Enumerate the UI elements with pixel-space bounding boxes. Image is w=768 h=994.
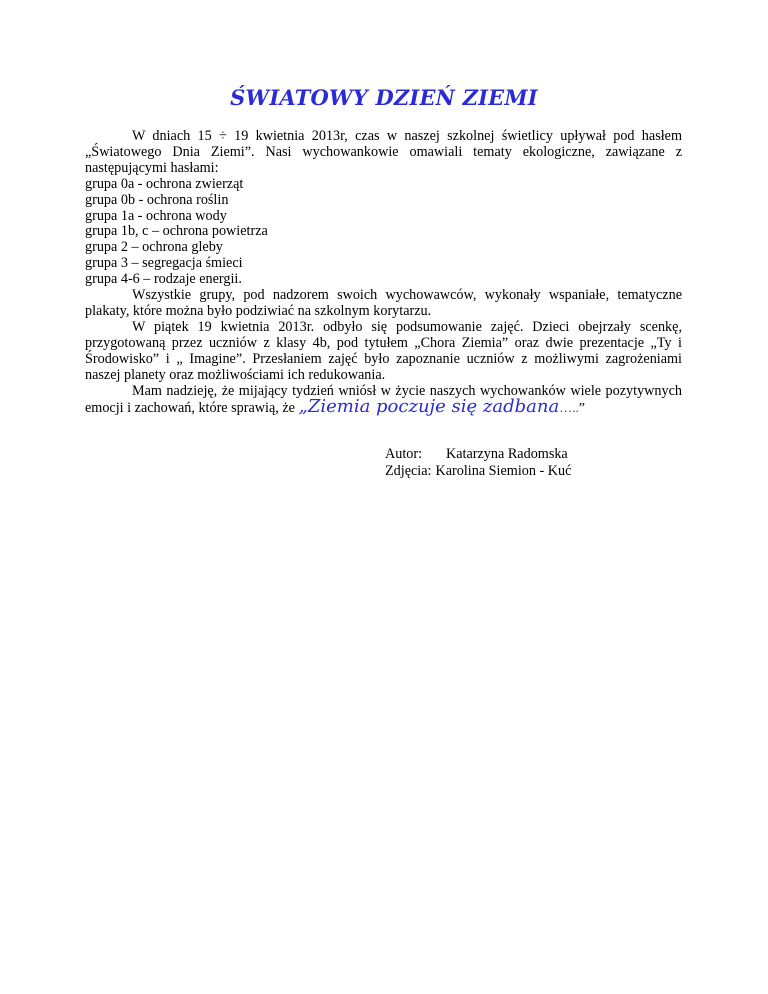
intro-paragraph: W dniach 15 ÷ 19 kwietnia 2013r, czas w naszej szkolnej świetlicy upływał pod hasłem „Światowego Dnia Ziemi”. Nasi wychowankowie omawiali tematy ekologiczne, zawiązane z następującymi hasłami: xyxy=(85,128,682,176)
group-line: grupa 1a - ochrona wody xyxy=(85,207,227,224)
author-name: Katarzyna Radomska xyxy=(446,446,568,462)
quote-close-mark: ” xyxy=(578,401,585,417)
document-title: ŚWIATOWY DZIEŃ ZIEMI xyxy=(230,85,538,110)
posters-paragraph: Wszystkie grupy, pod nadzorem swoich wychowawców, wykonały wspaniałe, tematyczne plakaty, które można było podziwiać na szkolnym korytarzu. xyxy=(85,287,682,319)
groups-list xyxy=(85,177,682,288)
photos-name: Karolina Siemion - Kuć xyxy=(435,463,572,479)
credits-block xyxy=(385,446,571,480)
quote-ellipsis: ….. xyxy=(559,400,579,416)
author-credit xyxy=(385,446,571,463)
closing-text: Mam nadzieję, że mijający tydzień wniósł w życie naszych wychowanków wiele pozytywnych emocji i zachowań, które sprawią, że xyxy=(85,382,682,417)
group-line: grupa 0a - ochrona zwierząt xyxy=(85,175,244,192)
group-line: grupa 0b - ochrona roślin xyxy=(85,191,229,208)
group-line: grupa 2 – ochrona gleby xyxy=(85,239,223,256)
group-line: grupa 3 – segregacja śmieci xyxy=(85,255,243,272)
photos-label: Zdjęcia: xyxy=(385,463,432,479)
author-label: Autor: xyxy=(385,446,423,462)
highlighted-quote: Ziemia poczuje się zadbana xyxy=(307,396,560,418)
quote-open-mark: „ xyxy=(298,396,308,418)
group-line: grupa 1b, c – ochrona powietrza xyxy=(85,223,268,240)
summary-paragraph: W piątek 19 kwietnia 2013r. odbyło się podsumowanie zajęć. Dzieci obejrzały scenkę, przygotowaną przez uczniów z klasy 4b, pod tytułem „Chora Ziemia” oraz dwie prezentacje „Ty i Środowisko” i „ Imagine”. Przesłaniem zajęć było zapoznanie uczniów z możliwymi zagrożeniami naszej planety oraz możliwościami ich redukowania. xyxy=(85,318,682,383)
document-body xyxy=(85,129,682,417)
closing-paragraph xyxy=(85,384,682,418)
photos-credit xyxy=(385,463,571,480)
group-line: grupa 4-6 – rodzaje energii. xyxy=(85,271,242,288)
